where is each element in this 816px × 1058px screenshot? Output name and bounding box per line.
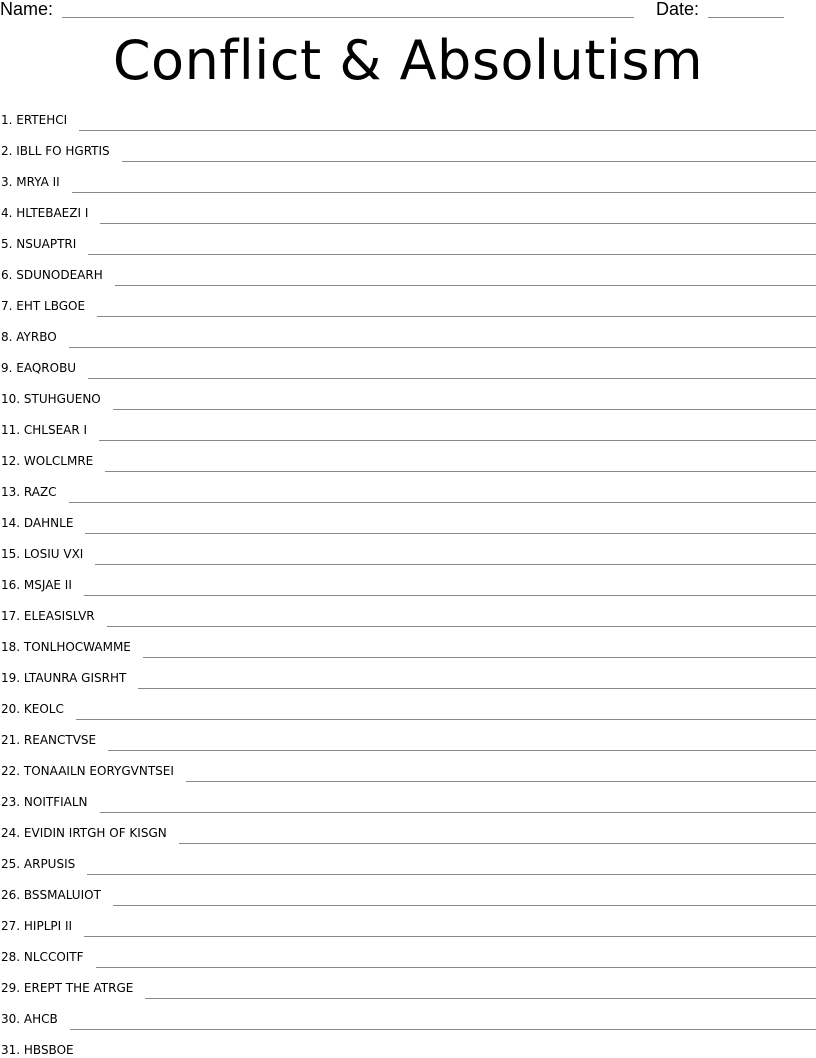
- list-item: [0, 438, 816, 469]
- answer-line[interactable]: [105, 470, 816, 472]
- list-item: [0, 624, 816, 655]
- scrambled-word: 20. KEOLC: [1, 702, 64, 716]
- list-item: [0, 593, 816, 624]
- list-item: [0, 500, 816, 531]
- list-item: [0, 748, 816, 779]
- scrambled-word: 29. EREPT THE ATRGE: [1, 981, 134, 995]
- name-label: Name:: [0, 0, 54, 19]
- scramble-list: [0, 110, 816, 1058]
- answer-line[interactable]: [87, 873, 816, 875]
- list-item: [0, 407, 816, 438]
- list-item: [0, 314, 816, 345]
- scrambled-word: 13. RAZC: [1, 485, 57, 499]
- list-item: [0, 110, 816, 128]
- scrambled-word: 28. NLCCOITF: [1, 950, 84, 964]
- scrambled-word: 25. ARPUSIS: [1, 857, 76, 871]
- list-item: [0, 965, 816, 996]
- list-item: [0, 376, 816, 407]
- list-item: [0, 717, 816, 748]
- answer-line[interactable]: [69, 346, 816, 348]
- answer-line[interactable]: [95, 563, 816, 565]
- scrambled-word: 9. EAQROBU: [1, 361, 77, 375]
- answer-line[interactable]: [70, 1028, 816, 1030]
- answer-line[interactable]: [76, 718, 816, 720]
- answer-line[interactable]: [122, 160, 816, 162]
- answer-line[interactable]: [69, 501, 816, 503]
- scrambled-word: 14. DAHNLE: [1, 516, 74, 530]
- answer-line[interactable]: [99, 439, 816, 441]
- list-item: [0, 996, 816, 1027]
- list-item: [0, 562, 816, 593]
- answer-line[interactable]: [100, 811, 816, 813]
- scrambled-word: 15. LOSIU VXI: [1, 547, 84, 561]
- scrambled-word: 22. TONAAILN EORYGVNTSEI: [1, 764, 174, 778]
- scrambled-word: 11. CHLSEAR I: [1, 423, 88, 437]
- scrambled-word: 3. MRYA II: [1, 175, 60, 189]
- list-item: [0, 779, 816, 810]
- answer-line[interactable]: [138, 687, 816, 689]
- answer-line[interactable]: [85, 532, 816, 534]
- scrambled-word: 26. BSSMALUIOT: [1, 888, 101, 902]
- list-item: [0, 686, 816, 717]
- list-item: [0, 531, 816, 562]
- scrambled-word: 6. SDUNODEARH: [1, 268, 103, 282]
- list-item: [0, 190, 816, 221]
- answer-line[interactable]: [107, 625, 816, 627]
- answer-line[interactable]: [88, 377, 816, 379]
- list-item: [0, 872, 816, 903]
- list-item: [0, 221, 816, 252]
- scrambled-word: 10. STUHGUENO: [1, 392, 101, 406]
- scrambled-word: 16. MSJAE II: [1, 578, 72, 592]
- date-field[interactable]: [708, 17, 784, 18]
- scrambled-word: 4. HLTEBAEZI I: [1, 206, 89, 220]
- answer-line[interactable]: [143, 656, 816, 658]
- scrambled-word: 21. REANCTVSE: [1, 733, 97, 747]
- list-item: [0, 903, 816, 934]
- scrambled-word: 12. WOLCLMRE: [1, 454, 94, 468]
- list-item: [0, 841, 816, 872]
- header-row: [0, 0, 816, 22]
- name-field[interactable]: [62, 17, 634, 18]
- list-item: [0, 252, 816, 283]
- date-label: Date:: [656, 0, 700, 19]
- scrambled-word: 5. NSUAPTRI: [1, 237, 77, 251]
- scrambled-word: 1. ERTEHCI: [1, 113, 68, 127]
- answer-line[interactable]: [84, 594, 816, 596]
- answer-line[interactable]: [108, 749, 816, 751]
- scrambled-word: 27. HIPLPI II: [1, 919, 73, 933]
- page-title: Conflict & Absolutism: [112, 29, 704, 92]
- answer-line[interactable]: [72, 191, 816, 193]
- scrambled-word: 8. AYRBO: [1, 330, 57, 344]
- list-item: [0, 655, 816, 686]
- scrambled-word: 17. ELEASISLVR: [1, 609, 95, 623]
- list-item: [0, 159, 816, 190]
- answer-line[interactable]: [145, 997, 816, 999]
- answer-line[interactable]: [88, 253, 816, 255]
- scrambled-word: 7. EHT LBGOE: [1, 299, 86, 313]
- scrambled-word: 23. NOITFIALN: [1, 795, 88, 809]
- list-item: [0, 283, 816, 314]
- answer-line[interactable]: [113, 904, 816, 906]
- list-item: [0, 810, 816, 841]
- answer-line[interactable]: [84, 935, 816, 937]
- answer-line[interactable]: [115, 284, 816, 286]
- list-item: [0, 934, 816, 965]
- answer-line[interactable]: [100, 222, 816, 224]
- answer-line[interactable]: [179, 842, 816, 844]
- answer-line[interactable]: [96, 966, 816, 968]
- answer-line[interactable]: [79, 129, 816, 131]
- scrambled-word: 30. AHCB: [1, 1012, 58, 1026]
- list-item: [0, 128, 816, 159]
- list-item: [0, 1027, 816, 1058]
- scrambled-word: 2. IBLL FO HGRTIS: [1, 144, 110, 158]
- answer-line[interactable]: [186, 780, 816, 782]
- answer-line[interactable]: [97, 315, 816, 317]
- answer-line[interactable]: [113, 408, 816, 410]
- scrambled-word: 24. EVIDIN IRTGH OF KISGN: [1, 826, 167, 840]
- list-item: [0, 469, 816, 500]
- scrambled-word: 18. TONLHOCWAMME: [1, 640, 131, 654]
- scrambled-word: 19. LTAUNRA GISRHT: [1, 671, 127, 685]
- scrambled-word: 31. HBSBOE: [1, 1043, 74, 1057]
- list-item: [0, 345, 816, 376]
